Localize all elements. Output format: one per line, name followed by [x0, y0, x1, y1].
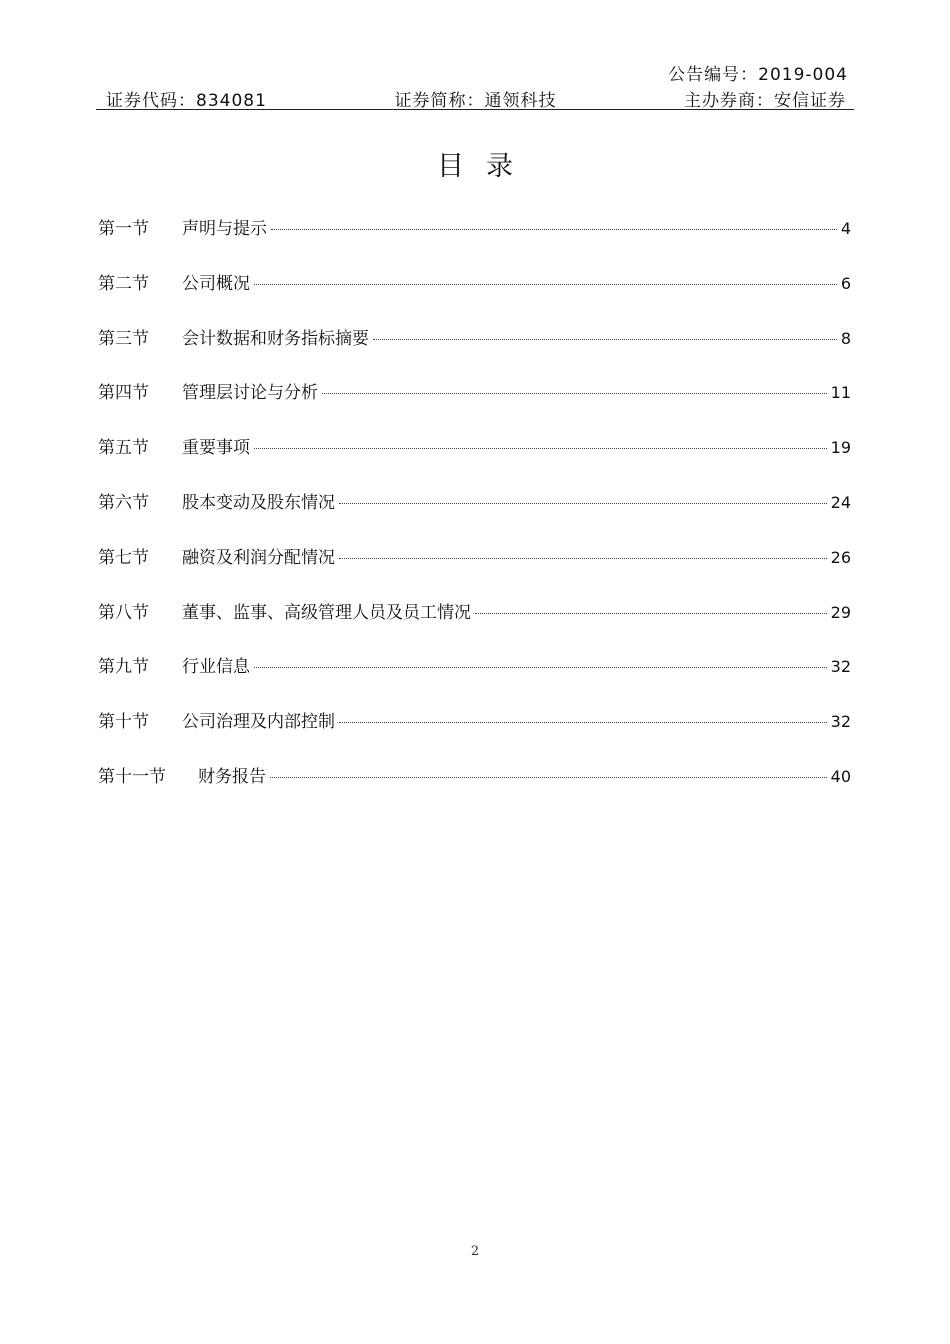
toc-page: 24	[830, 492, 851, 512]
toc-page: 26	[830, 547, 851, 567]
toc-entry[interactable]	[98, 433, 851, 488]
toc-entry[interactable]	[98, 324, 851, 379]
toc-leader	[254, 448, 827, 449]
toc-leader	[322, 393, 827, 394]
toc-name: 行业信息	[182, 657, 250, 678]
header-divider	[96, 109, 854, 110]
toc-page: 32	[830, 712, 851, 732]
toc-name: 管理层讨论与分析	[182, 383, 318, 404]
toc-page: 6	[840, 273, 851, 293]
toc-section: 第一节	[98, 219, 149, 239]
toc-entry[interactable]	[98, 269, 851, 324]
table-of-contents	[98, 214, 851, 817]
toc-page: 11	[830, 383, 851, 403]
toc-name: 会计数据和财务指标摘要	[182, 328, 369, 349]
toc-title: 目录	[437, 151, 535, 182]
toc-leader	[373, 339, 837, 340]
toc-entry[interactable]	[98, 378, 851, 433]
toc-section: 第三节	[98, 328, 149, 349]
toc-leader	[254, 667, 827, 668]
stock-code: 证券代码：834081	[106, 91, 267, 111]
toc-entry[interactable]	[98, 543, 851, 598]
toc-page: 8	[840, 328, 851, 348]
toc-page: 40	[830, 766, 851, 786]
toc-section: 第五节	[98, 438, 149, 459]
toc-page: 29	[830, 602, 851, 622]
toc-leader	[339, 558, 827, 559]
toc-section: 第十一节	[98, 766, 166, 787]
toc-leader	[475, 613, 827, 614]
toc-section: 第八节	[98, 602, 149, 623]
toc-leader	[270, 777, 827, 778]
toc-page: 32	[830, 657, 851, 677]
toc-entry[interactable]	[98, 707, 851, 762]
toc-entry[interactable]	[98, 214, 851, 269]
toc-name: 公司概况	[182, 273, 250, 294]
toc-leader	[254, 284, 837, 285]
stock-name: 证券简称：通领科技	[394, 91, 557, 111]
toc-leader	[339, 722, 827, 723]
toc-section: 第十节	[98, 712, 149, 733]
toc-leader	[271, 229, 837, 230]
toc-entry[interactable]	[98, 652, 851, 707]
sponsor-broker: 主办券商：安信证券	[684, 91, 846, 111]
toc-section: 第四节	[98, 383, 149, 404]
toc-page: 4	[840, 219, 851, 238]
toc-section: 第七节	[98, 547, 149, 568]
toc-entry[interactable]	[98, 598, 851, 653]
toc-section: 第二节	[98, 273, 149, 294]
toc-name: 公司治理及内部控制	[182, 712, 335, 733]
toc-name: 融资及利润分配情况	[182, 547, 335, 568]
toc-name: 声明与提示	[182, 219, 267, 239]
toc-section: 第九节	[98, 657, 149, 678]
toc-section: 第六节	[98, 492, 149, 513]
page-number: 2	[470, 1244, 480, 1259]
toc-leader	[339, 503, 827, 504]
toc-entry[interactable]	[98, 488, 851, 543]
announcement-number: 公告编号：2019-004	[668, 65, 848, 85]
toc-name: 股本变动及股东情况	[182, 492, 335, 513]
toc-page: 19	[830, 438, 851, 458]
toc-name: 财务报告	[198, 766, 266, 787]
header-row	[106, 86, 846, 111]
toc-entry[interactable]	[98, 762, 851, 817]
toc-name: 重要事项	[182, 438, 250, 459]
toc-name: 董事、监事、高级管理人员及员工情况	[182, 602, 471, 623]
